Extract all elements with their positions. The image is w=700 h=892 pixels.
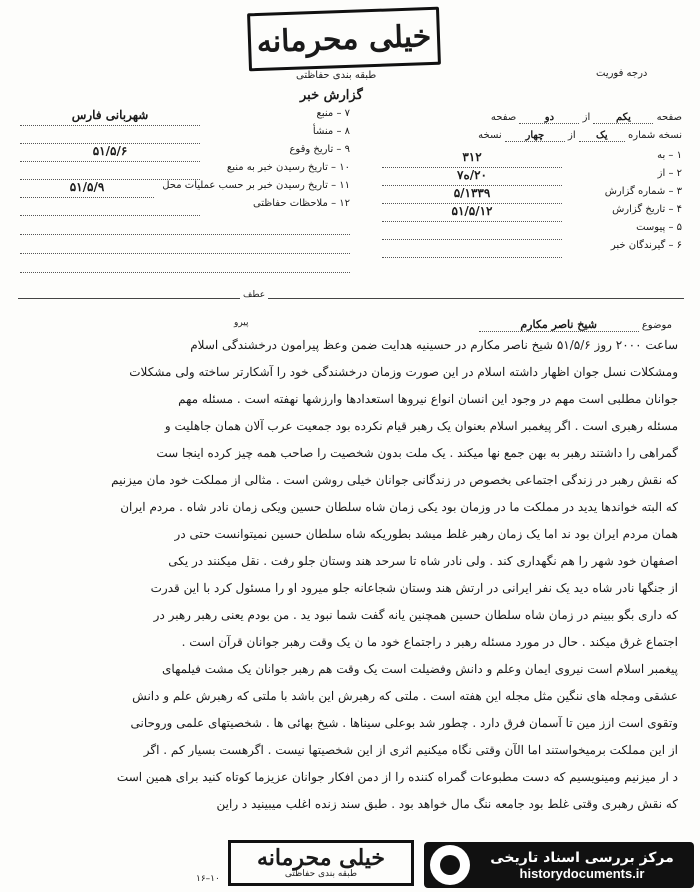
left-fields [20, 108, 350, 273]
report-body [26, 338, 678, 838]
copy-label: نسخه شماره [628, 130, 682, 141]
atf-label: عطف [240, 290, 268, 300]
copy-word: نسخه [478, 130, 502, 141]
body-line: عشقی ومجله های ننگین مثل مجله این هفته است . ملتی که رهبرش این باشد با ملتی که رهبرش علم و دانش [132, 689, 678, 703]
body-line: ساعت ۲۰۰۰ روز ۵۱/۵/۶ شیخ ناصر مکارم در حسینیه هدایت ضمن وعظ پیرامون درخشندگی اسلام [190, 338, 678, 352]
field-value [20, 198, 200, 216]
body-line: که نقش رهبری وقتی غلط بود جامعه ننگ مال خواهد بود . طبق سند زنده اغلب میبینید د راین [216, 797, 678, 811]
copy-number: یک [579, 130, 625, 142]
field-value: ۵/۱۳۳۹ [382, 186, 562, 204]
field-row [20, 180, 350, 198]
field-row [20, 162, 350, 180]
report-title: گزارش خبر [300, 88, 363, 103]
body-line: همان مردم ایران بود ند اما یک زمان رهبر غلط میشد بطوریکه شاه سلطان حسین نمیتوانست حتی در [174, 527, 678, 541]
classification-label: طبقه بندی حفاظتی [296, 70, 377, 81]
body-line: گمراهی را داشتند رهبر به بهن جمع نها میکند . یک ملت بدون شخصیت را صاحب همه چیز کرده اینجا ست [156, 446, 678, 460]
field-value [20, 126, 200, 144]
copy-number-row [382, 130, 682, 142]
body-line: از این مملکت برمیخواستند اما الآن وقتی نگاه میکنیم اثری از این شخصیتها نیست . اگرهست بسیار کم . اگر [143, 743, 678, 757]
body-line: اجتماع غرق میکند . حال در مورد مسئله رهبر د راجتماع خود ما ن یک وقت رهبر جوانان قرآن است . [181, 635, 678, 649]
footer-number: ۱۶–۱۰ [196, 874, 220, 884]
watermark-url: historydocuments.ir [519, 865, 645, 881]
body-line: از جنگها نادر شاه دید یک نفر ایرانی در ارتش هند وستان شجاعانه جلو میرود او را مسئول کرد با این قدرت [150, 581, 678, 595]
field-row [20, 144, 350, 162]
field-row [382, 150, 682, 168]
field-label: ۶ – گیرندگان خبر [610, 240, 682, 251]
body-line: جوانان مطلبی است مهم در وجود این انسان انواع نیروها استعدادها وارزشها نهفته است . مسئله مهم [178, 392, 678, 406]
field-value: ۵۱/۵/۱۲ [382, 204, 562, 222]
top-stamp-text: خیلی محرمانه [256, 18, 432, 60]
page-of: از [582, 112, 591, 123]
body-line: ومشکلات نسل جوان اظهار داشته اسلام در این صورت وزمان درخشندگی خود را آشکارتر ساخته ولی مشکلات [129, 365, 678, 379]
bottom-stamp-sub: طبقه بندی حفاظتی [284, 869, 358, 879]
top-classification-stamp [247, 7, 441, 72]
body-line: وتقوی است ازز مین تا آسمان فرق دارد . چطور شد بوعلی سیناها . شیخ بهائی ها . شخصیتهای علمی وروحانی [130, 716, 678, 730]
body-line: د ار میزنیم ومینویسیم که دست مطبوعات گمراه کننده را از دمن افکار جوانان عزیزما کوتاه کنید برای همین است [116, 770, 678, 784]
field-row [382, 240, 682, 258]
field-label: ۹ – تاریخ وقوع [289, 144, 350, 155]
body-line: که البته خواندها یدید در مملکت ما در وزمان بود یکی زمان شاه سلطان حسین ویکی زمان نادر شاه . مردم ایران [120, 500, 678, 514]
field-label: ۱۰ – تاریخ رسیدن خبر به منبع [226, 162, 350, 173]
field-label: ۱۲ – ملاحظات حفاظتی [252, 198, 350, 209]
archive-watermark [424, 842, 694, 888]
copy-total: چهار [505, 130, 565, 142]
body-line: مسئله رهبری است . اگر پیغمبر اسلام بعنوان یک رهبر قیام نکرده بود جمعیت عرب آلان همان جاهلیت و [164, 419, 678, 433]
field-label: ۵ – پیوست [636, 222, 682, 233]
blank-line [20, 235, 350, 254]
archive-logo-icon [430, 845, 470, 885]
field-value [20, 162, 200, 180]
field-value: ۳۱۲ [382, 150, 562, 168]
field-label: ۳ – شماره گزارش [604, 186, 682, 197]
page-number-row [382, 112, 682, 124]
subject-value: شیخ ناصر مکارم [479, 318, 639, 332]
header-divider [18, 298, 684, 299]
copy-of: از [568, 130, 576, 141]
subject-row [452, 318, 672, 332]
field-value: ۲۰/ه۷ [382, 168, 562, 186]
body-line: که نقش رهبر در زندگی اجتماعی بخصوص در زندگانی جوانان خیلی روشن است . مثالی از مملکت خود مان میزنیم [111, 473, 678, 487]
body-line: پیغمبر اسلام است نیروی ایمان وعلم و دانش وفضیلت است یک وقت هم رهبر جوانان یک مشت فیلمهای [162, 662, 678, 676]
field-row [20, 126, 350, 144]
blank-line [20, 254, 350, 273]
page-word: صفحه [490, 112, 517, 123]
watermark-text [470, 850, 694, 881]
field-value [382, 240, 562, 258]
field-row [382, 222, 682, 240]
field-label: ۸ – منشأ [312, 126, 350, 137]
field-row [382, 204, 682, 222]
field-label: ۲ – از [657, 168, 682, 179]
page-total: دو [519, 112, 579, 124]
right-fields [382, 150, 682, 258]
field-value [382, 222, 562, 240]
field-row [20, 108, 350, 126]
field-row [382, 186, 682, 204]
bottom-stamp-text: خیلی محرمانه [256, 845, 386, 871]
watermark-title: مرکز بررسی اسناد تاریخی [490, 849, 674, 866]
field-value: ۵۱/۵/۶ [20, 144, 200, 162]
blank-line [20, 216, 350, 235]
body-line: اصفهان خود شهر را هم نگهداری کند . ولی نادر شاه تا سرحد هند وستان جلو رفت . نقل میکنند در یکی [168, 554, 678, 568]
page-label: صفحه [656, 112, 682, 123]
subject-label: موضوع [641, 320, 672, 331]
field-value: ۵۱/۵/۹ [20, 180, 154, 198]
peyro-label: پیرو [234, 318, 249, 328]
body-line: که داری بگو ببینم در زمان شاه سلطان حسین همچنین یانه گفت شما نبود ید . من بودم یعنی رهبر رهبر در [153, 608, 678, 622]
field-label: ۷ – منبع [316, 108, 350, 119]
field-row [20, 198, 350, 216]
field-row [382, 168, 682, 186]
page-number: یکم [593, 112, 653, 124]
urgency-label: درجه فوریت [596, 68, 648, 79]
field-label: ۴ – تاریخ گزارش [612, 204, 682, 215]
bottom-classification-stamp [228, 840, 414, 886]
field-value: شهربانی فارس [20, 108, 200, 126]
field-label: ۱۱ – تاریخ رسیدن خبر بر حسب عملیات محل [162, 180, 350, 191]
field-label: ۱ – به [657, 150, 682, 161]
